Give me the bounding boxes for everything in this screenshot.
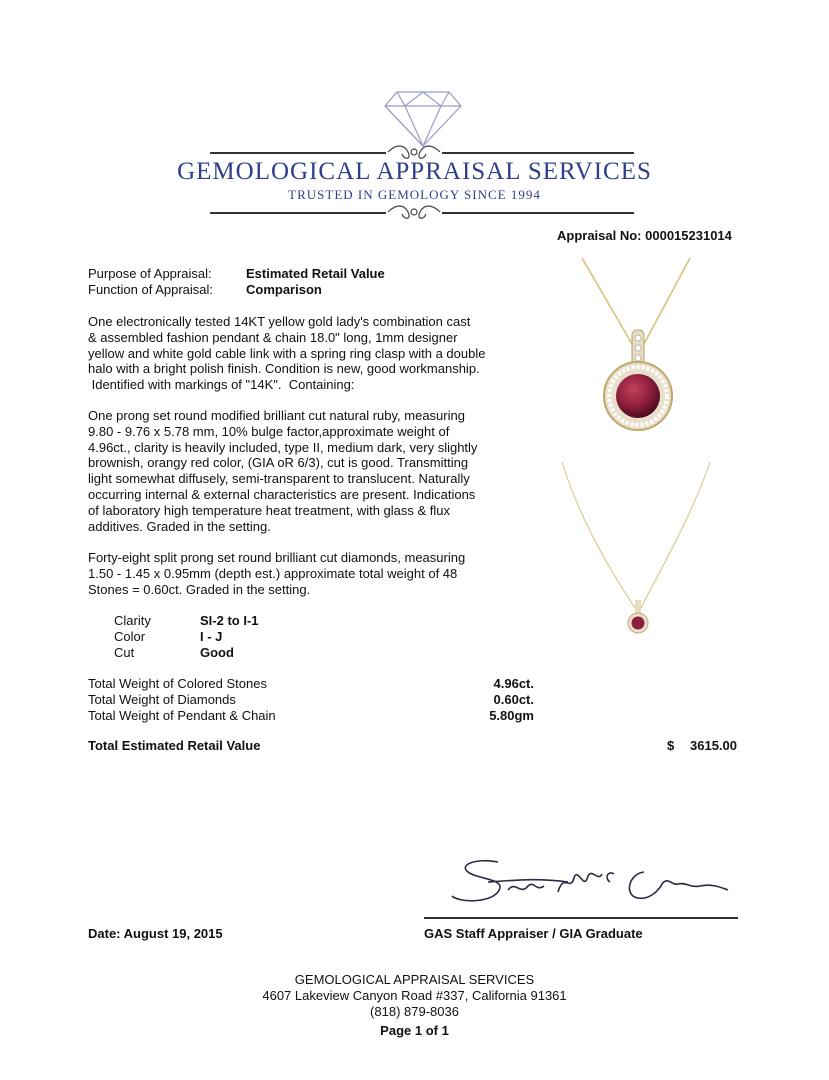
company-tagline: TRUSTED IN GEMOLOGY SINCE 1994 <box>288 187 541 202</box>
ruby-paragraph <box>88 408 508 534</box>
grade-row <box>114 613 259 629</box>
total-label: Total Weight of Colored Stones <box>88 676 267 691</box>
description-line: & assembled fashion pendant & chain 18.0" long, 1mm designer <box>88 329 458 345</box>
ruby-halo-pendant-photo <box>560 256 720 446</box>
total-row <box>88 676 534 692</box>
ruby-line: light somewhat diffusely, semi-transparent to translucent. Naturally <box>88 471 470 487</box>
grade-row <box>114 629 259 645</box>
diamonds-line: Forty-eight split prong set round brilliant cut diamonds, measuring <box>88 550 466 565</box>
signature-rule <box>424 917 738 919</box>
footer-phone: (818) 879-8036 <box>370 1004 459 1019</box>
page-number: Page 1 of 1 <box>380 1023 449 1038</box>
ruby-line: additives. Graded in the setting. <box>88 518 271 534</box>
appraisal-date: Date: August 19, 2015 <box>88 926 223 941</box>
total-value: 5.80gm <box>489 707 534 723</box>
retail-currency: $ <box>667 738 675 753</box>
description-line: halo with a bright polish finish. Condition is new, good workmanship. <box>88 361 480 377</box>
description-line: yellow and white gold cable link with a spring ring clasp with a double <box>88 345 486 361</box>
ruby-line: One prong set round modified brilliant cut natural ruby, measuring <box>88 408 465 423</box>
retail-amount: 3615.00 <box>690 738 737 753</box>
company-title: GEMOLOGICAL APPRAISAL SERVICES <box>177 158 652 185</box>
purpose-label: Purpose of Appraisal: <box>88 266 212 281</box>
header-top-rule-right <box>442 152 634 154</box>
diamond-icon <box>383 88 463 148</box>
ruby-line: 4.96ct., clarity is heavily included, type II, medium dark, very slightly <box>88 439 478 455</box>
grade-label: Cut <box>114 644 135 660</box>
appraisal-number: Appraisal No: 000015231014 <box>557 228 732 243</box>
ruby-line: brownish, orangy red color, (GIA oR 6/3), cut is good. Transmitting <box>88 455 469 471</box>
signature-caption: GAS Staff Appraiser / GIA Graduate <box>424 926 643 941</box>
ruby-line: of laboratory high temperature heat treatment, with glass & flux <box>88 502 451 518</box>
total-label: Total Weight of Pendant & Chain <box>88 707 276 723</box>
total-row <box>88 692 534 708</box>
total-value: 0.60ct. <box>493 691 534 707</box>
header-bottom-rule <box>210 212 386 214</box>
total-label: Total Weight of Diamonds <box>88 691 236 707</box>
description-line: Identified with markings of "14K". Containing: <box>88 377 355 393</box>
retail-label: Total Estimated Retail Value <box>88 738 261 753</box>
purpose-value: Estimated Retail Value <box>246 266 385 281</box>
footer-company: GEMOLOGICAL APPRAISAL SERVICES <box>294 972 535 987</box>
ruby-line: 9.80 - 9.76 x 5.78 mm, 10% bulge factor,approximate weight of <box>88 423 450 439</box>
header-top-rule <box>210 152 386 154</box>
grade-value: SI-2 to I-1 <box>200 613 259 628</box>
diamonds-line: Stones = 0.60ct. Graded in the setting. <box>88 581 311 597</box>
scroll-ornament-icon-bottom <box>386 202 442 222</box>
description-line: One electronically tested 14KT yellow gold lady's combination cast <box>88 314 471 329</box>
diamonds-paragraph <box>88 550 508 597</box>
total-value: 4.96ct. <box>493 676 534 691</box>
grade-value: I - J <box>200 628 223 644</box>
diamonds-line: 1.50 - 1.45 x 0.95mm (depth est.) approximate total weight of 48 <box>88 565 458 581</box>
grade-label: Color <box>114 628 146 644</box>
footer-address: 4607 Lakeview Canyon Road #337, California 91361 <box>262 988 567 1003</box>
function-label: Function of Appraisal: <box>88 282 214 297</box>
appraiser-signature <box>448 852 738 918</box>
grade-value: Good <box>200 644 234 660</box>
grades-table <box>114 613 259 660</box>
ruby-line: occurring internal & external characteristics are present. Indications <box>88 486 476 502</box>
totals-table <box>88 676 534 723</box>
description-paragraph <box>88 314 508 393</box>
function-value: Comparison <box>246 282 322 297</box>
header-bottom-rule-right <box>442 212 634 214</box>
total-row <box>88 708 534 724</box>
pendant-on-chain-photo <box>560 460 720 640</box>
grade-row <box>114 645 259 661</box>
grade-label: Clarity <box>114 613 151 628</box>
